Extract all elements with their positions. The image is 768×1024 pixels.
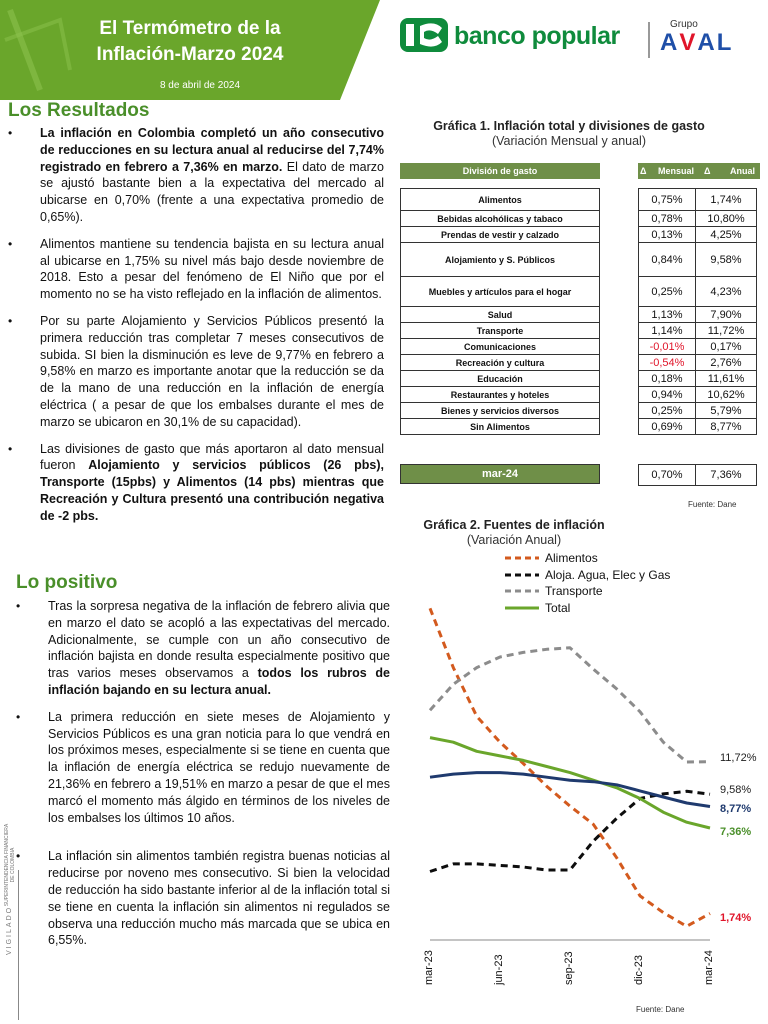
table-row-mensual: 0,69%: [638, 418, 696, 435]
table-row-division: Salud: [400, 306, 600, 323]
table-row-anual: 10,80%: [695, 210, 757, 227]
results-bullet-3: • Por su parte Alojamiento y Servicios Públicos presentó la primera reducción tras completar 7 meses consecutivos de subida. SI bien la disminución es leve de 9,77% en febrero a 9,58% en marzo es importante anotar que la reducción se da de la mano de una reducción en la inflación de energía eléctrica ( a pesar de que los embalses durante el mes de marzo se ubicaron en 30,1% de su capacidad).: [8, 313, 384, 431]
end-label: 8,77%: [720, 802, 752, 815]
table-header-division: División de gasto: [400, 163, 600, 179]
superfinanciera-mark: SUPERINTENDENCIA FINANCIERA DE COLOMBIA: [4, 823, 16, 907]
table-row-mensual: 0,78%: [638, 210, 696, 227]
chart-title: Gráfica 2. Fuentes de inflación: [423, 518, 605, 532]
table-row-anual: 11,72%: [695, 322, 757, 339]
table-row-mensual: -0,01%: [638, 338, 696, 355]
x-tick-label: dic-23: [633, 955, 645, 985]
table-row-division: Bienes y servicios diversos: [400, 402, 600, 419]
table-total-period: mar-24: [400, 464, 600, 484]
results-title: Los Resultados: [8, 100, 150, 121]
results-bullet-2: • Alimentos mantiene su tendencia bajista en su lectura anual al ubicarse en 1,75% su nivel más bajo desde noviembre de 2018. Esto a pesar del fenómeno de El Niño que por el momento no se ha visto reflejado en la inflación de alimentos.: [8, 236, 384, 303]
table-row-division: Recreación y cultura: [400, 354, 600, 371]
delta-icon: Δ: [704, 166, 711, 176]
table-row-anual: 4,25%: [695, 226, 757, 243]
table-row-anual: 7,90%: [695, 306, 757, 323]
aval-logo: AVAL: [660, 29, 734, 56]
table-row-division: Prendas de vestir y calzado: [400, 226, 600, 243]
table-row-division: Transporte: [400, 322, 600, 339]
table-row-mensual: 0,25%: [638, 276, 696, 307]
table-row-division: Comunicaciones: [400, 338, 600, 355]
results-bullet-1: • La inflación en Colombia completó un año consecutivo de reducciones en su lectura anual al reducirse del 7,74% registrado en febrero a 7,36% en marzo. El dato de marzo se ajustó bastante bien a la expectativa del mercado al ubicarse en 0,70% (frente a una expectativa promedio de 0,65%).: [8, 125, 384, 226]
results-bullets: [8, 125, 384, 535]
end-label: 9,58%: [720, 784, 752, 797]
positive-bullet-1: • Tras la sorpresa negativa de la inflación de febrero alivia que en marzo el dato se acopló a las expectativas del mercado. Adicionalmente, se cumple con un año consecutivo de inflación bajista en donde resulta especialmente positivo que tras varios meses observamos a todos los rubros de inflación bajando en su lectura anual.: [16, 598, 390, 699]
table-title: Gráfica 1. Inflación total y divisiones de gasto: [433, 119, 705, 133]
table-header-anual: Anual: [730, 166, 756, 176]
chart-subtitle: (Variación Anual): [466, 533, 562, 547]
results-bullet-4: • Las divisiones de gasto que más aportaron al dato mensual fueron Alojamiento y servicios públicos (26 pbs), Transporte (15pbs) y Alimentos (14 pbs) mientras que Recreación y Cultura presentó una contribución negativa de -2 pbs.: [8, 441, 384, 525]
table-row-anual: 10,62%: [695, 386, 757, 403]
series-line-total: [430, 738, 710, 828]
report-title: El Termómetro de la Inflación-Marzo 2024: [96, 18, 284, 65]
banco-popular-logo-icon: [398, 14, 450, 54]
table-row-division: Muebles y artículos para el hogar: [400, 276, 600, 307]
table-total-anual: 7,36%: [695, 464, 757, 486]
bank-logo: [398, 14, 763, 62]
table-header-values: [638, 163, 760, 179]
table-total-mensual: 0,70%: [638, 464, 696, 486]
x-tick-label: jun-23: [493, 954, 505, 985]
end-label: 11,72%: [720, 751, 757, 764]
x-tick-label: sep-23: [563, 951, 575, 985]
table-header-mensual: Mensual: [658, 166, 695, 176]
table-row-mensual: 1,13%: [638, 306, 696, 323]
x-tick-label: mar-24: [703, 950, 715, 985]
positive-bullet-3: • La inflación sin alimentos también registra buenas noticias al reducirse por noveno mes consecutivo. Si bien la velocidad de reducción ha sido bastante inferior al de la inflación total si se tiene en cuenta la inflación sin alimentos ni regulados se observa una reducción mucho más marcada que se ubica en 6,55%.: [16, 848, 390, 949]
table-row-mensual: 0,13%: [638, 226, 696, 243]
table-row-anual: 8,77%: [695, 418, 757, 435]
table-row-mensual: 0,75%: [638, 188, 696, 211]
series-line-aloja-agua-elec-y-gas: [430, 791, 710, 871]
vigilado-mark: VIGILADO: [6, 905, 13, 955]
table-row-division: Alojamiento y S. Públicos: [400, 242, 600, 277]
table-row-mensual: 0,94%: [638, 386, 696, 403]
table-row-mensual: 0,18%: [638, 370, 696, 387]
series-line-sin-alimentos: [430, 773, 710, 807]
table-row-division: Alimentos: [400, 188, 600, 211]
table-subtitle: (Variación Mensual y anual): [491, 134, 646, 148]
table-row-mensual: 0,84%: [638, 242, 696, 277]
legend-label: Alimentos: [545, 551, 598, 565]
legend-item: [505, 550, 670, 567]
x-tick-label: mar-23: [423, 950, 435, 985]
side-divider: [18, 870, 19, 1020]
chart-source: Fuente: Dane: [636, 1005, 685, 1014]
table-row-anual: 11,61%: [695, 370, 757, 387]
table-row-anual: 0,17%: [695, 338, 757, 355]
table-row-anual: 1,74%: [695, 188, 757, 211]
bank-name: banco popular: [454, 22, 620, 50]
table-row-division: Restaurantes y hoteles: [400, 386, 600, 403]
report-date: 8 de abril de 2024: [159, 80, 241, 91]
legend-label: Aloja. Agua, Elec y Gas: [545, 567, 671, 582]
positive-title: Lo positivo: [16, 572, 118, 593]
table-row-anual: 5,79%: [695, 402, 757, 419]
table-row-anual: 9,58%: [695, 242, 757, 277]
legend-label: Transporte: [545, 584, 603, 598]
legend-swatch: [505, 556, 539, 560]
legend-label: Total: [545, 600, 571, 615]
positive-bullets: [16, 598, 390, 959]
table-row-anual: 4,23%: [695, 276, 757, 307]
series-line-transporte: [430, 648, 710, 762]
logo-divider: [648, 22, 650, 58]
table-row-mensual: -0,54%: [638, 354, 696, 371]
end-label: 1,74%: [720, 911, 752, 924]
table-row-mensual: 0,25%: [638, 402, 696, 419]
table-row-division: Educación: [400, 370, 600, 387]
table-row-mensual: 1,14%: [638, 322, 696, 339]
table-source: Fuente: Dane: [688, 500, 737, 509]
table-row-division: Sin Alimentos: [400, 418, 600, 435]
delta-icon: Δ: [640, 166, 647, 176]
series-line-alimentos: [430, 608, 710, 926]
table-row-division: Bebidas alcohólicas y tabaco: [400, 210, 600, 227]
inflation-line-chart: [420, 567, 750, 970]
table-row-anual: 2,76%: [695, 354, 757, 371]
grupo-label: Grupo: [670, 19, 698, 30]
end-label: 7,36%: [720, 826, 752, 838]
positive-bullet-2: • La primera reducción en siete meses de Alojamiento y Servicios Públicos es una gran noticia para lo que vendrá en los próximos meses, especialmente si se tiene en cuenta que la inflación de energía eléctrica se redujo nuevamente de 21,36% en febrero a 19,51% en marzo a pesar de que el mes marcó el momento más álgido en términos de los niveles de los embalses los últimos 10 años.: [16, 709, 390, 827]
